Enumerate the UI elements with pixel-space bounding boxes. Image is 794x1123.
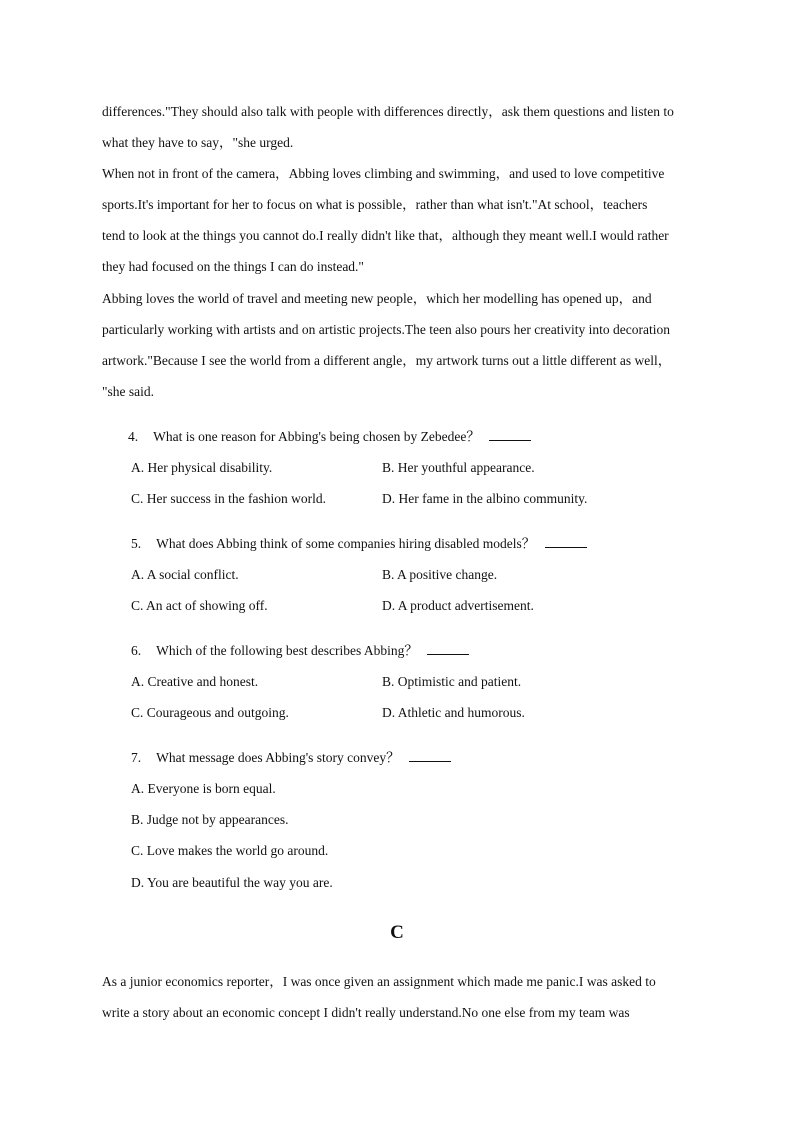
option-a[interactable] [131,566,239,584]
option-text: Creative and honest. [147,674,259,689]
answer-blank[interactable] [409,749,451,762]
option-text: Her physical disability. [147,460,273,475]
option-text: A positive change. [397,567,498,582]
question-6 [131,642,469,660]
option-text: An act of showing off. [146,598,268,613]
option-letter: B. [382,567,395,582]
option-letter: A. [131,674,145,689]
question-4 [128,428,531,446]
question-text: What message does Abbing's story convey？ [156,750,400,765]
option-c[interactable] [131,490,326,508]
option-text: Love makes the world go around. [146,843,329,858]
passage-line: differences."They should also talk with people with differences directly，ask them questions and listen to [102,104,674,119]
question-text: Which of the following best describes Abbing？ [156,643,418,658]
question-number: 5. [131,536,142,551]
passage-line: particularly working with artists and on artistic projects.The teen also pours her creativity into decoration [102,322,670,337]
option-b[interactable] [382,566,497,584]
passage-line: "she said. [102,384,155,399]
option-letter: C. [131,491,144,506]
option-letter: A. [131,567,145,582]
option-d[interactable] [382,597,534,615]
question-number: 4. [128,429,139,444]
option-d[interactable] [131,874,333,892]
option-b[interactable] [131,811,288,829]
option-text: Her fame in the albino community. [398,491,588,506]
option-a[interactable] [131,673,258,691]
option-d[interactable] [382,490,587,508]
passage-line: they had focused on the things I can do instead." [102,259,364,274]
option-text: Judge not by appearances. [146,812,289,827]
option-text: You are beautiful the way you are. [147,875,333,890]
option-d[interactable] [382,704,525,722]
question-number: 7. [131,750,142,765]
option-text: Everyone is born equal. [147,781,276,796]
option-c[interactable] [131,842,328,860]
option-b[interactable] [382,459,535,477]
option-letter: C. [131,598,144,613]
passage-line: what they have to say，"she urged. [102,135,294,150]
question-number: 6. [131,643,142,658]
answer-blank[interactable] [427,642,469,655]
option-text: Athletic and humorous. [397,705,525,720]
option-letter: D. [382,598,396,613]
option-c[interactable] [131,704,289,722]
option-a[interactable] [131,459,272,477]
passage-line: Abbing loves the world of travel and meeting new people，which her modelling has opened up，and [102,291,652,306]
option-letter: D. [382,491,396,506]
option-letter: B. [382,674,395,689]
passage-line: artwork."Because I see the world from a different angle，my artwork turns out a little different as well， [102,353,672,368]
question-7 [131,749,451,767]
passage-line: write a story about an economic concept I didn't really understand.No one else from my team was [102,1005,630,1020]
answer-blank[interactable] [489,428,531,441]
option-text: Her youthful appearance. [397,460,535,475]
option-c[interactable] [131,597,268,615]
question-5 [131,535,587,553]
passage-line: When not in front of the camera，Abbing loves climbing and swimming，and used to love competitive [102,166,665,181]
option-letter: B. [131,812,144,827]
option-text: A social conflict. [146,567,239,582]
passage-line: sports.It's important for her to focus on what is possible，rather than what isn't."At school，teachers [102,197,648,212]
option-text: Her success in the fashion world. [146,491,326,506]
option-text: Optimistic and patient. [397,674,522,689]
question-text: What does Abbing think of some companies hiring disabled models？ [156,536,536,551]
option-letter: A. [131,460,145,475]
option-letter: D. [131,875,145,890]
option-letter: C. [131,843,144,858]
passage-line: As a junior economics reporter，I was once given an assignment which made me panic.I was asked to [102,974,656,989]
option-a[interactable] [131,780,276,798]
answer-blank[interactable] [545,535,587,548]
question-text: What is one reason for Abbing's being chosen by Zebedee？ [153,429,480,444]
passage-line: tend to look at the things you cannot do.I really didn't like that，although they meant well.I would rather [102,228,669,243]
option-letter: C. [131,705,144,720]
section-heading: C [390,922,404,943]
option-letter: B. [382,460,395,475]
option-text: Courageous and outgoing. [146,705,289,720]
option-letter: A. [131,781,145,796]
option-letter: D. [382,705,396,720]
option-b[interactable] [382,673,521,691]
option-text: A product advertisement. [397,598,534,613]
